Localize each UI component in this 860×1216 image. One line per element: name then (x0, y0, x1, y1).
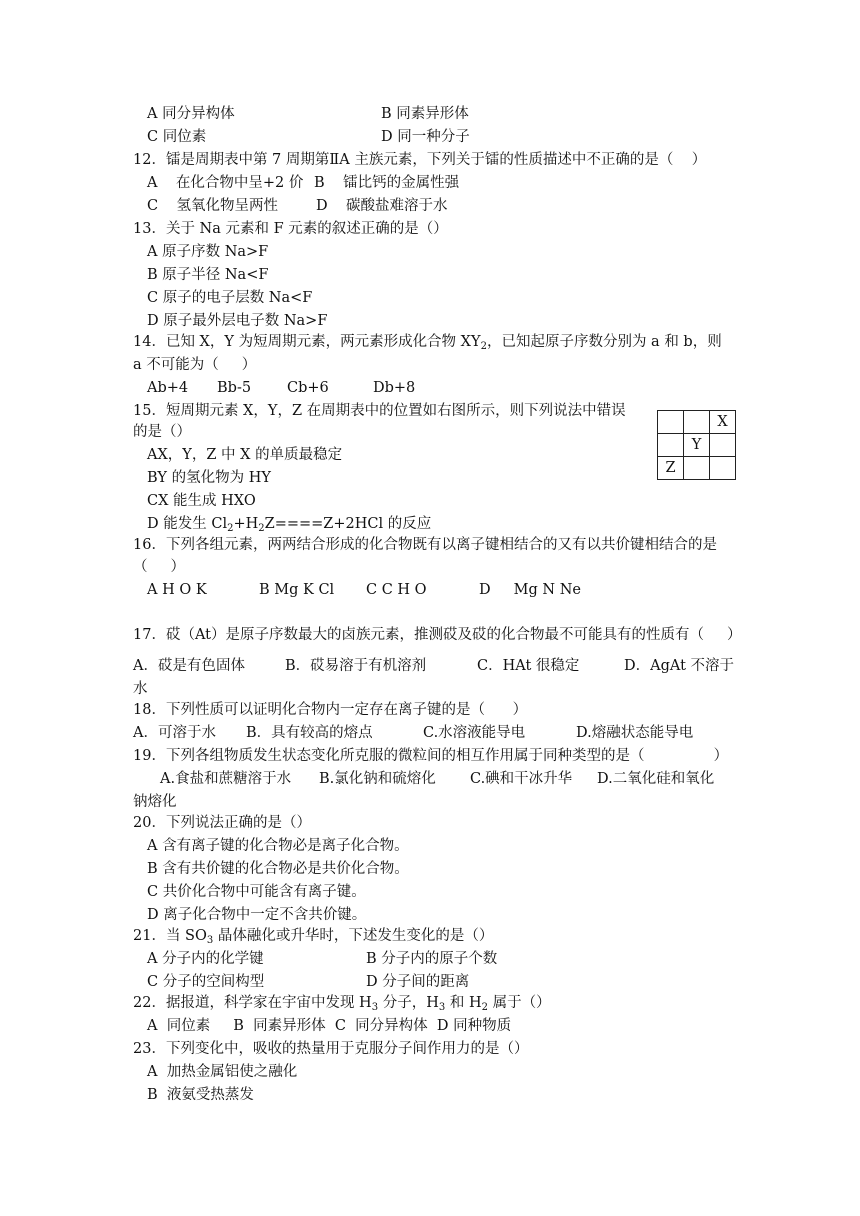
q13-option-d: D 原子最外层电子数 Na>F (147, 313, 328, 329)
q20-option-a: A 含有离子键的化合物必是离子化合物。 (147, 838, 409, 854)
q15-option-d: D 能发生 $Cl_2+H_2Z====Z+2HCl$ 的反应 (147, 516, 432, 534)
grid-cell-y: Y (684, 434, 710, 457)
q11-option-c: C 同位素 (147, 129, 207, 145)
q16-option-d: D Mg N Ne (479, 582, 581, 598)
q19-stem: 19．下列各组物质发生状态变化所克服的微粒间的相互作用属于同种类型的是（ ） (133, 748, 729, 764)
q15-option-c: CX 能生成 HXO (147, 493, 256, 509)
q23-option-a: A 加热金属铝使之融化 (147, 1064, 298, 1080)
q21-option-c: C 分子的空间构型 (147, 974, 265, 990)
q18-option-c: C.水溶液能导电 (423, 725, 526, 741)
q23-option-b: B 液氨受热蒸发 (147, 1087, 254, 1103)
q14-option-c: Cb+6 (287, 380, 329, 396)
q21-option-b: B 分子内的原子个数 (366, 951, 498, 967)
q18-stem: 18．下列性质可以证明化合物内一定存在离子键的是（ ） (133, 702, 528, 718)
q17-option-b: B．砹易溶于有机溶剂 (285, 658, 427, 674)
q13-stem: 13．关于 Na 元素和 F 元素的叙述正确的是（） (133, 221, 448, 237)
q18-option-d: D.熔融状态能导电 (576, 725, 694, 741)
q11-option-d: D 同一种分子 (381, 129, 470, 145)
q15-option-b: BY 的氢化物为 HY (147, 470, 271, 486)
q12-stem: 12．镭是周期表中第 7 周期第ⅡA 主族元素，下列关于镭的性质描述中不正确的是（ ） (133, 152, 707, 168)
q13-option-c: C 原子的电子层数 Na<F (147, 290, 313, 306)
q12-option-c: C 氢氧化物呈两性 (147, 198, 279, 214)
q19-option-c: C.碘和干冰升华 (470, 771, 573, 787)
q14-stem: 14．已知 X，Y 为短周期元素，两元素形成化合物 $XY_2$，已知起原子序数分别为 a 和 b，则 (133, 334, 722, 352)
q14-stem-cont: a 不可能为（ ） (133, 357, 257, 373)
q14-option-a: Ab+4 (147, 380, 189, 396)
q21-option-d: D 分子间的距离 (366, 974, 470, 990)
q17-option-c: C．HAt 很稳定 (477, 658, 580, 674)
q17-stem: 17．砹（At）是原子序数最大的卤族元素，推测砹及砹的化合物最不可能具有的性质有（ ） (133, 627, 742, 643)
q16-option-b: B Mg K Cl (259, 582, 335, 598)
q19-option-a: A.食盐和蔗糖溶于水 (160, 771, 292, 787)
q22-options: A 同位素 B 同素异形体 C 同分异构体 D 同种物质 (147, 1018, 512, 1034)
periodic-position-grid (657, 410, 736, 480)
q18-option-a: A．可溶于水 (133, 725, 216, 741)
q19-option-d-cont: 钠熔化 (133, 794, 177, 810)
q20-option-b: B 含有共价键的化合物必是共价化合物。 (147, 861, 409, 877)
q19-option-b: B.氯化钠和硫熔化 (319, 771, 436, 787)
q16-option-c: C C H O (366, 582, 427, 598)
q13-option-a: A 原子序数 Na>F (147, 244, 269, 260)
q15-stem-cont: 的是（） (133, 424, 191, 440)
q18-option-b: B．具有较高的熔点 (246, 725, 373, 741)
q22-stem: 22．据报道，科学家在宇宙中发现 $H_3$ 分子，$H_3$ 和 $H_2$ 属于（） (133, 995, 551, 1013)
grid-cell-x: X (710, 411, 736, 434)
q14-option-b: Bb-5 (217, 380, 252, 396)
q11-option-a: A 同分异构体 (147, 106, 235, 122)
q12-option-d: D 碳酸盐难溶于水 (316, 198, 448, 214)
q16-stem-cont: （ ） (133, 559, 186, 575)
grid-cell-z: Z (658, 457, 684, 480)
q16-stem: 16．下列各组元素，两两结合形成的化合物既有以离子键相结合的又有以共价键相结合的是 (133, 537, 717, 553)
q16-option-a: A H O K (147, 582, 207, 598)
q23-stem: 23．下列变化中，吸收的热量用于克服分子间作用力的是（） (133, 1041, 529, 1057)
q21-stem: 21．当 $SO_3$ 晶体融化或升华时，下述发生变化的是（） (133, 928, 494, 946)
q20-stem: 20．下列说法正确的是（） (133, 815, 311, 831)
q12-option-a: A 在化合物中呈+2 价 (147, 175, 304, 191)
q15-stem: 15．短周期元素 X，Y，Z 在周期表中的位置如右图所示，则下列说法中错误 (133, 403, 626, 419)
q20-option-d: D 离子化合物中一定不含共价键。 (147, 907, 367, 923)
q11-option-b: B 同素异形体 (381, 106, 469, 122)
q19-option-d: D.二氧化硅和氧化 (597, 771, 715, 787)
q17-option-a: A．砹是有色固体 (133, 658, 245, 674)
q15-option-a: AX，Y，Z 中 X 的单质最稳定 (147, 447, 343, 463)
q20-option-c: C 共价化合物中可能含有离子键。 (147, 884, 366, 900)
q21-option-a: A 分子内的化学键 (147, 951, 264, 967)
q14-option-d: Db+8 (373, 380, 416, 396)
q17-option-d: D．AgAt 不溶于 (624, 658, 735, 674)
q17-option-d-cont: 水 (133, 681, 148, 697)
q12-option-b: B 镭比钙的金属性强 (314, 175, 460, 191)
q13-option-b: B 原子半径 Na<F (147, 267, 269, 283)
